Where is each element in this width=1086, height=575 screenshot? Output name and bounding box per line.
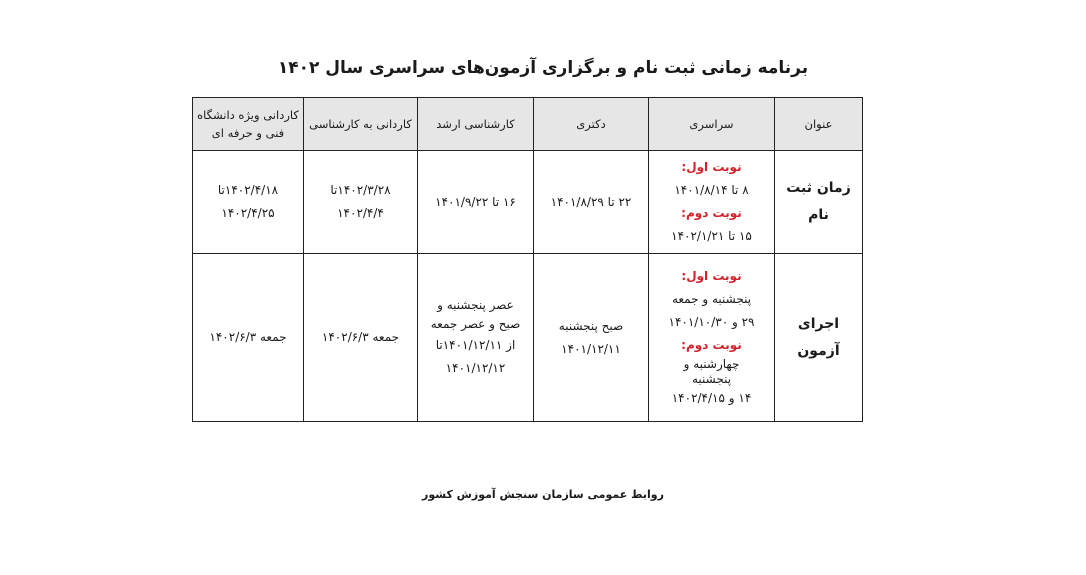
- cell-exam-doctorate: [534, 254, 649, 422]
- cell-line: ۸ تا ۱۴۰۱/۸/۱۴: [674, 183, 749, 197]
- cell-line: ۱۴۰۲/۴/۱۸تا: [217, 183, 279, 197]
- cell-registration-bachelor: [304, 151, 418, 254]
- row-label-line: آزمون: [797, 342, 840, 359]
- header-masters: کارشناسی ارشد: [418, 98, 534, 151]
- cell-line: صبح پنجشنبه: [558, 318, 624, 333]
- turn1-label: نوبت اول:: [681, 160, 742, 174]
- header-associate: [193, 98, 304, 151]
- cell-line: از ۱۴۰۱/۱۲/۱۱تا: [435, 337, 516, 352]
- cell-registration-masters: [418, 151, 534, 254]
- cell-line: جمعه ۱۴۰۲/۶/۳: [209, 330, 287, 344]
- header-bachelor: کاردانی به کارشناسی: [304, 98, 418, 151]
- footer-credit: روابط عمومی سازمان سنجش آموزش کشور: [422, 488, 664, 501]
- row-label-line: اجرای: [797, 315, 840, 332]
- cell-line: پنجشنبه: [691, 372, 732, 386]
- turn2-label: نوبت دوم:: [681, 338, 742, 352]
- cell-exam-bachelor: [304, 254, 418, 422]
- header-sarasari: سراسری: [649, 98, 775, 151]
- cell-line: چهارشنبه و: [683, 357, 740, 371]
- cell-registration-associate: [193, 151, 304, 254]
- cell-line: ۱۴۰۲/۳/۲۸تا: [330, 183, 391, 197]
- cell-line: ۱۶ تا ۱۴۰۱/۹/۲۲: [435, 194, 516, 209]
- row-label-exam: [775, 254, 863, 422]
- turn2-label: نوبت دوم:: [681, 206, 742, 220]
- cell-line: جمعه ۱۴۰۲/۶/۳: [321, 330, 400, 344]
- cell-line: ۱۴۰۱/۱۲/۱۲: [445, 360, 506, 375]
- exam-schedule-table: [192, 97, 863, 422]
- cell-line: عصر پنجشنبه و: [437, 297, 514, 312]
- row-label-registration: [775, 151, 863, 254]
- cell-line: ۱۴۰۲/۴/۲۵: [221, 206, 275, 220]
- cell-exam-masters: [418, 254, 534, 422]
- table-header-row: [193, 98, 863, 151]
- cell-line: ۱۴۰۲/۴/۴: [337, 206, 384, 220]
- table-row-registration: [193, 151, 863, 254]
- turn1-label: نوبت اول:: [681, 269, 742, 283]
- cell-line: ۱۴ و ۱۴۰۲/۴/۱۵: [671, 391, 752, 405]
- cell-registration-doctorate: [534, 151, 649, 254]
- cell-line: ۲۲ تا ۱۴۰۱/۸/۲۹: [550, 194, 632, 209]
- cell-exam-associate: [193, 254, 304, 422]
- cell-line: ۱۵ تا ۱۴۰۲/۱/۲۱: [671, 229, 752, 243]
- page-title: برنامه زمانی ثبت نام و برگزاری آزمون‌های سراسری سال ۱۴۰۲: [277, 58, 809, 78]
- header-associate-line: فنی و حرفه ای: [211, 126, 285, 140]
- row-label-line: زمان ثبت: [786, 180, 851, 196]
- cell-line: پنجشنبه و جمعه: [671, 292, 752, 306]
- cell-line: صبح و عصر جمعه: [430, 316, 521, 331]
- header-doctorate: دکتری: [534, 98, 649, 151]
- row-label-line: نام: [808, 207, 829, 223]
- table-row-exam: [193, 254, 863, 422]
- header-subject: عنوان: [775, 98, 863, 151]
- header-associate-line: کاردانی ویژه دانشگاه: [197, 108, 299, 122]
- cell-line: ۲۹ و ۱۴۰۱/۱۰/۳۰: [668, 315, 755, 329]
- cell-line: ۱۴۰۱/۱۲/۱۱: [561, 341, 621, 356]
- cell-exam-sarasari: [649, 254, 775, 422]
- cell-registration-sarasari: [649, 151, 775, 254]
